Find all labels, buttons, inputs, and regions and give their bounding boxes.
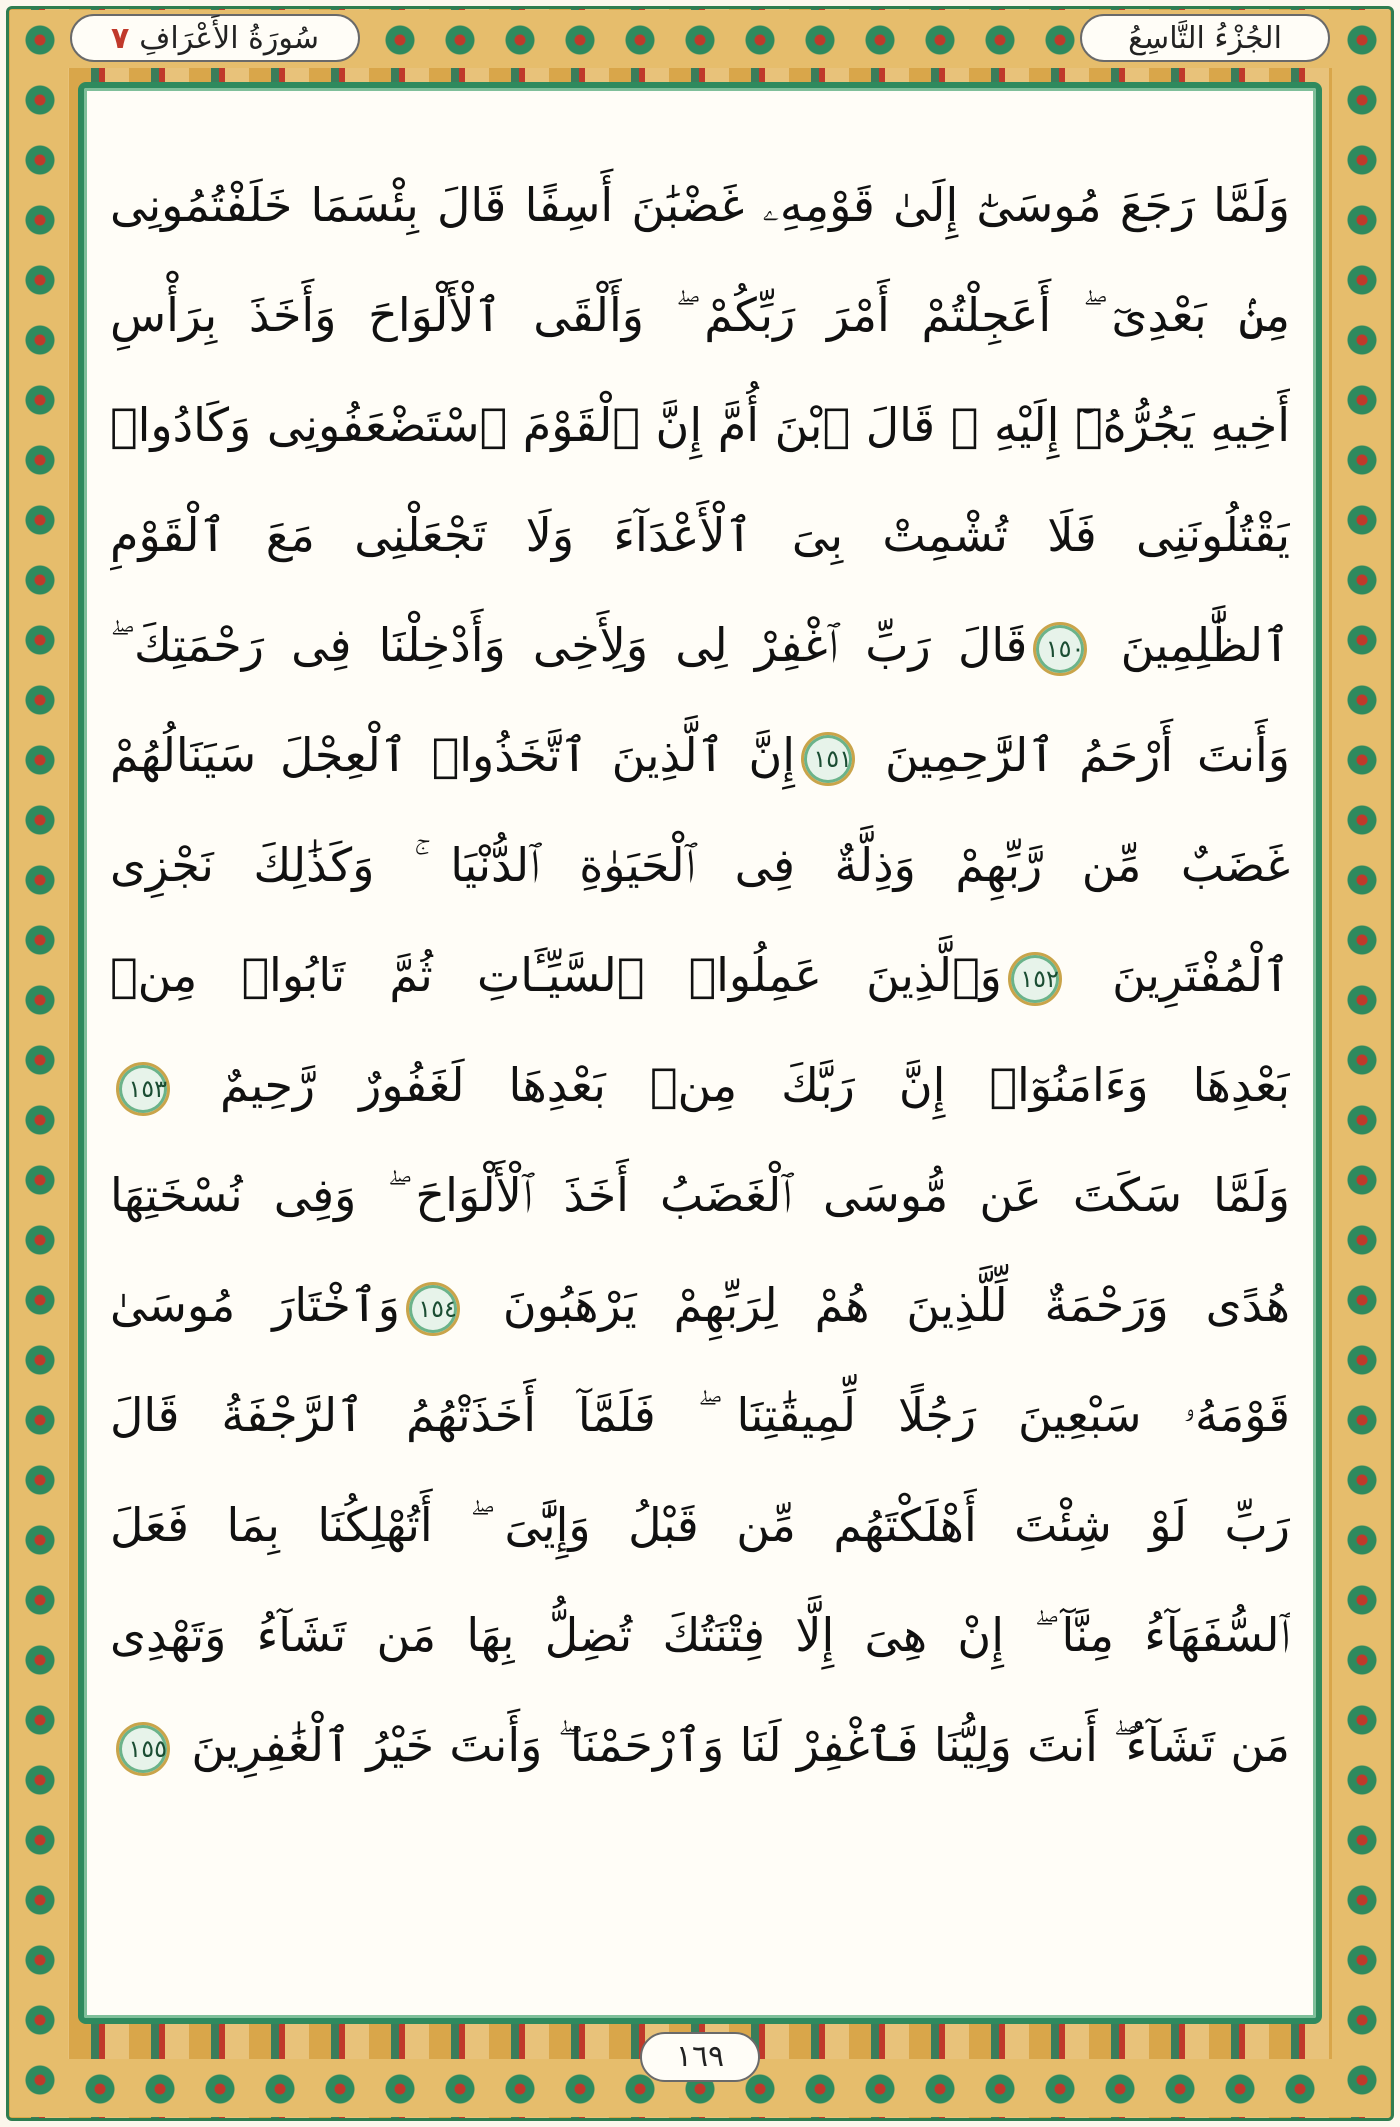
verse-text: أَخِيهِ يَجُرُّهُۥٓ إِلَيْهِ ۚ قَالَ ٱبْنَ أُمَّ إِنَّ ٱلْقَوْمَ ٱسْتَضْعَفُونِى وَكَادُوا۟ <box>110 398 1290 452</box>
surah-number: ٧ <box>110 20 130 56</box>
verse-line <box>110 1030 1290 1140</box>
ayah-number-marker: ١٥٣ <box>116 1062 170 1116</box>
ornament-strip-left <box>10 10 68 2117</box>
surah-name: سُورَةُ الأَعْرَافِ <box>139 20 320 56</box>
surah-header <box>70 14 360 62</box>
verse-line <box>110 150 1290 260</box>
page-number: ١٦٩ <box>640 2032 760 2082</box>
verse-text: وَلَمَّا سَكَتَ عَن مُّوسَى ٱلْغَضَبُ أَخَذَ ٱلْأَلْوَاحَ ۖ وَفِى نُسْخَتِهَا <box>110 1168 1290 1222</box>
verse-line <box>110 260 1290 370</box>
verse-text: وَٱخْتَارَ مُوسَىٰ <box>110 1278 400 1332</box>
verse-text: مِنۢ بَعْدِىٓ ۖ أَعَجِلْتُمْ أَمْرَ رَبِّكُمْ ۖ وَأَلْقَى ٱلْأَلْوَاحَ وَأَخَذَ بِرَأْسِ <box>110 288 1290 342</box>
verse-text: وَلَمَّا رَجَعَ مُوسَىٰٓ إِلَىٰ قَوْمِهِۦ غَضْبَٰنَ أَسِفًا قَالَ بِئْسَمَا خَلَفْتُمُونِى <box>110 178 1290 232</box>
verse-text: ٱلظَّٰلِمِينَ <box>1120 618 1290 672</box>
verse-text: ٱلْمُفْتَرِينَ <box>1112 948 1290 1002</box>
verse-text: قَوْمَهُۥ سَبْعِينَ رَجُلًا لِّمِيقَٰتِنَا ۖ فَلَمَّآ أَخَذَتْهُمُ ٱلرَّجْفَةُ قَالَ <box>110 1388 1290 1442</box>
verse-lines <box>110 150 1290 1800</box>
verse-text: يَقْتُلُونَنِى فَلَا تُشْمِتْ بِىَ ٱلْأَعْدَآءَ وَلَا تَجْعَلْنِى مَعَ ٱلْقَوْمِ <box>110 508 1290 562</box>
ayah-number-marker: ١٥٤ <box>406 1282 460 1336</box>
verse-line <box>110 1360 1290 1470</box>
verse-text: غَضَبٌ مِّن رَّبِّهِمْ وَذِلَّةٌ فِى ٱلْحَيَوٰةِ ٱلدُّنْيَا ۚ وَكَذَٰلِكَ نَجْزِى <box>110 838 1290 892</box>
verse-text: قَالَ رَبِّ ٱغْفِرْ لِى وَلِأَخِى وَأَدْخِلْنَا فِى رَحْمَتِكَ ۖ <box>110 618 1028 672</box>
verse-line <box>110 1580 1290 1690</box>
verse-line <box>110 1690 1290 1800</box>
verse-line <box>110 1470 1290 1580</box>
verse-line <box>110 480 1290 590</box>
ornament-strip-right <box>1332 10 1390 2117</box>
verse-text: مَن تَشَآءُ ۖ أَنتَ وَلِيُّنَا فَٱغْفِرْ لَنَا وَٱرْحَمْنَا ۖ وَأَنتَ خَيْرُ ٱلْغَٰفِرِينَ <box>191 1718 1290 1772</box>
verse-text: إِنَّ ٱلَّذِينَ ٱتَّخَذُوا۟ ٱلْعِجْلَ سَيَنَالُهُمْ <box>110 728 796 782</box>
verse-line <box>110 700 1290 810</box>
verse-text: رَبِّ لَوْ شِئْتَ أَهْلَكْتَهُم مِّن قَبْلُ وَإِيَّٰىَ ۖ أَتُهْلِكُنَا بِمَا فَعَلَ <box>110 1498 1290 1552</box>
verse-line <box>110 590 1290 700</box>
verse-line <box>110 920 1290 1030</box>
verse-line <box>110 370 1290 480</box>
juz-header <box>1080 14 1330 62</box>
verse-line <box>110 810 1290 920</box>
juz-name: الجُزْءُ التَّاسِعُ <box>1128 20 1282 56</box>
verse-line <box>110 1140 1290 1250</box>
verse-text: بَعْدِهَا وَءَامَنُوٓا۟ إِنَّ رَبَّكَ مِنۢ بَعْدِهَا لَغَفُورٌ رَّحِيمٌ <box>219 1058 1290 1112</box>
ayah-number-marker: ١٥٠ <box>1033 622 1087 676</box>
ayah-number-marker: ١٥٥ <box>116 1722 170 1776</box>
verse-text: هُدًى وَرَحْمَةٌ لِّلَّذِينَ هُمْ لِرَبِّهِمْ يَرْهَبُونَ <box>502 1278 1290 1332</box>
verse-text: وَٱلَّذِينَ عَمِلُوا۟ ٱلسَّيِّـَٔاتِ ثُمَّ تَابُوا۟ مِنۢ <box>110 948 1002 1002</box>
ayah-number-marker: ١٥١ <box>801 732 855 786</box>
verse-line <box>110 1250 1290 1360</box>
ayah-number-marker: ١٥٢ <box>1008 952 1062 1006</box>
verse-text: وَأَنتَ أَرْحَمُ ٱلرَّٰحِمِينَ <box>884 728 1290 782</box>
verse-text: ٱلسُّفَهَآءُ مِنَّآ ۖ إِنْ هِىَ إِلَّا فِتْنَتُكَ تُضِلُّ بِهَا مَن تَشَآءُ وَتَهْدِى <box>110 1608 1290 1662</box>
